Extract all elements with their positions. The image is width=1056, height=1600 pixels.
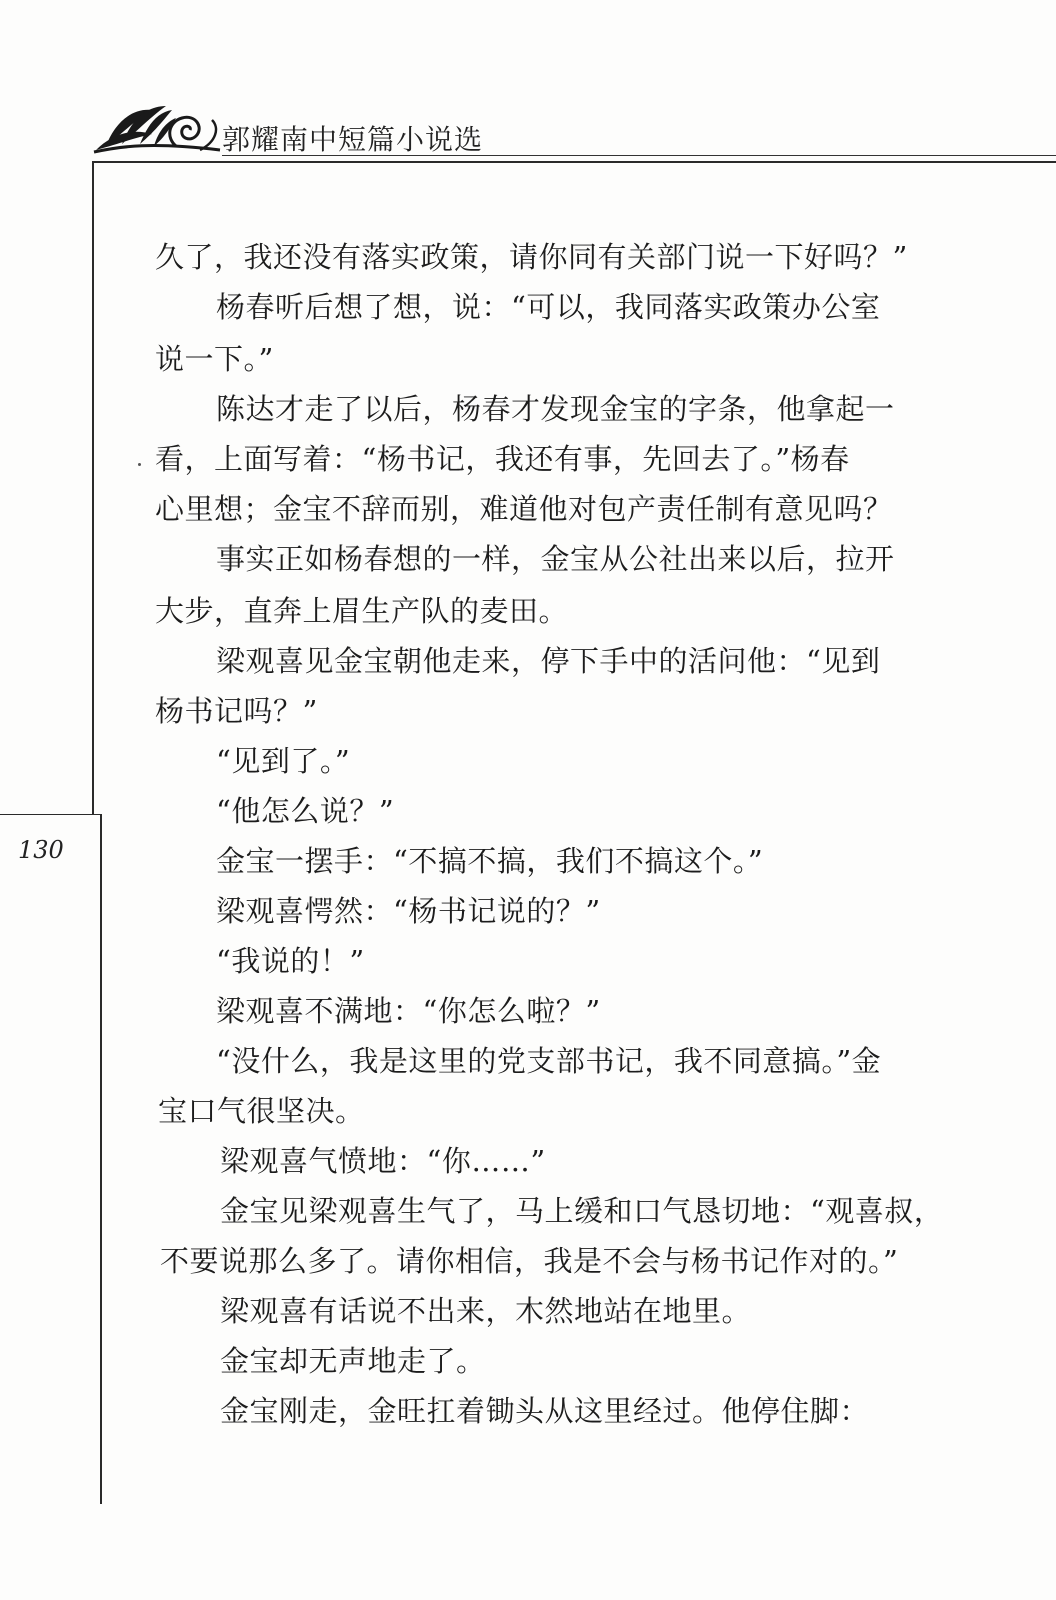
text-line: 大步，直奔上眉生产队的麦田。 (155, 594, 569, 628)
text-line: “没什么，我是这里的党支部书记，我不同意搞。”金 (216, 1044, 882, 1078)
text-line: 看，上面写着：“杨书记，我还有事，先回去了。”杨春 (155, 442, 850, 476)
text-line: 陈达才走了以后，杨春才发现金宝的字条，他拿起一 (216, 392, 895, 426)
text-line: 心里想；金宝不辞而别，难道他对包产责任制有意见吗？ (155, 492, 893, 526)
text-line: 梁观喜气愤地：“你……” (220, 1144, 546, 1178)
text-line: “他怎么说？” (216, 794, 395, 828)
text-line: 说一下。” (155, 342, 274, 376)
text-line: 宝口气很坚决。 (158, 1094, 365, 1128)
page-frame-left-rule-lower (100, 814, 102, 1504)
text-line: 不要说那么多了。请你相信，我是不会与杨书记作对的。” (160, 1244, 899, 1278)
header-rule (222, 155, 1056, 156)
text-line: 梁观喜不满地：“你怎么啦？” (216, 994, 601, 1028)
text-line: 梁观喜见金宝朝他走来，停下手中的活问他：“见到 (216, 644, 881, 678)
text-line: 梁观喜有话说不出来，木然地站在地里。 (220, 1294, 752, 1328)
book-title: 郭耀南中短篇小说选 (222, 123, 484, 156)
text-line: “见到了。” (216, 744, 351, 778)
page-frame-left-rule (92, 161, 94, 814)
swirl-leaf-ornament-icon (92, 98, 222, 162)
text-line: 金宝刚走，金旺扛着锄头从这里经过。他停住脚： (220, 1394, 870, 1428)
text-line: 久了，我还没有落实政策，请你同有关部门说一下好吗？” (155, 240, 908, 274)
text-line: 金宝见梁观喜生气了，马上缓和口气恳切地：“观喜叔， (220, 1194, 944, 1228)
text-line: 事实正如杨春想的一样，金宝从公社出来以后，拉开 (216, 542, 895, 576)
text-line: “我说的！” (216, 944, 365, 978)
scan-speck (138, 463, 141, 466)
page-frame-top-rule (92, 161, 1056, 163)
text-line: 杨书记吗？” (155, 694, 318, 728)
page-number: 130 (18, 836, 64, 864)
text-line: 梁观喜愕然：“杨书记说的？” (216, 894, 601, 928)
text-line: 杨春听后想了想，说：“可以，我同落实政策办公室 (216, 290, 881, 324)
page-number-rule (0, 814, 102, 815)
text-line: 金宝却无声地走了。 (220, 1344, 486, 1378)
text-line: 金宝一摆手：“不搞不搞，我们不搞这个。” (216, 844, 764, 878)
